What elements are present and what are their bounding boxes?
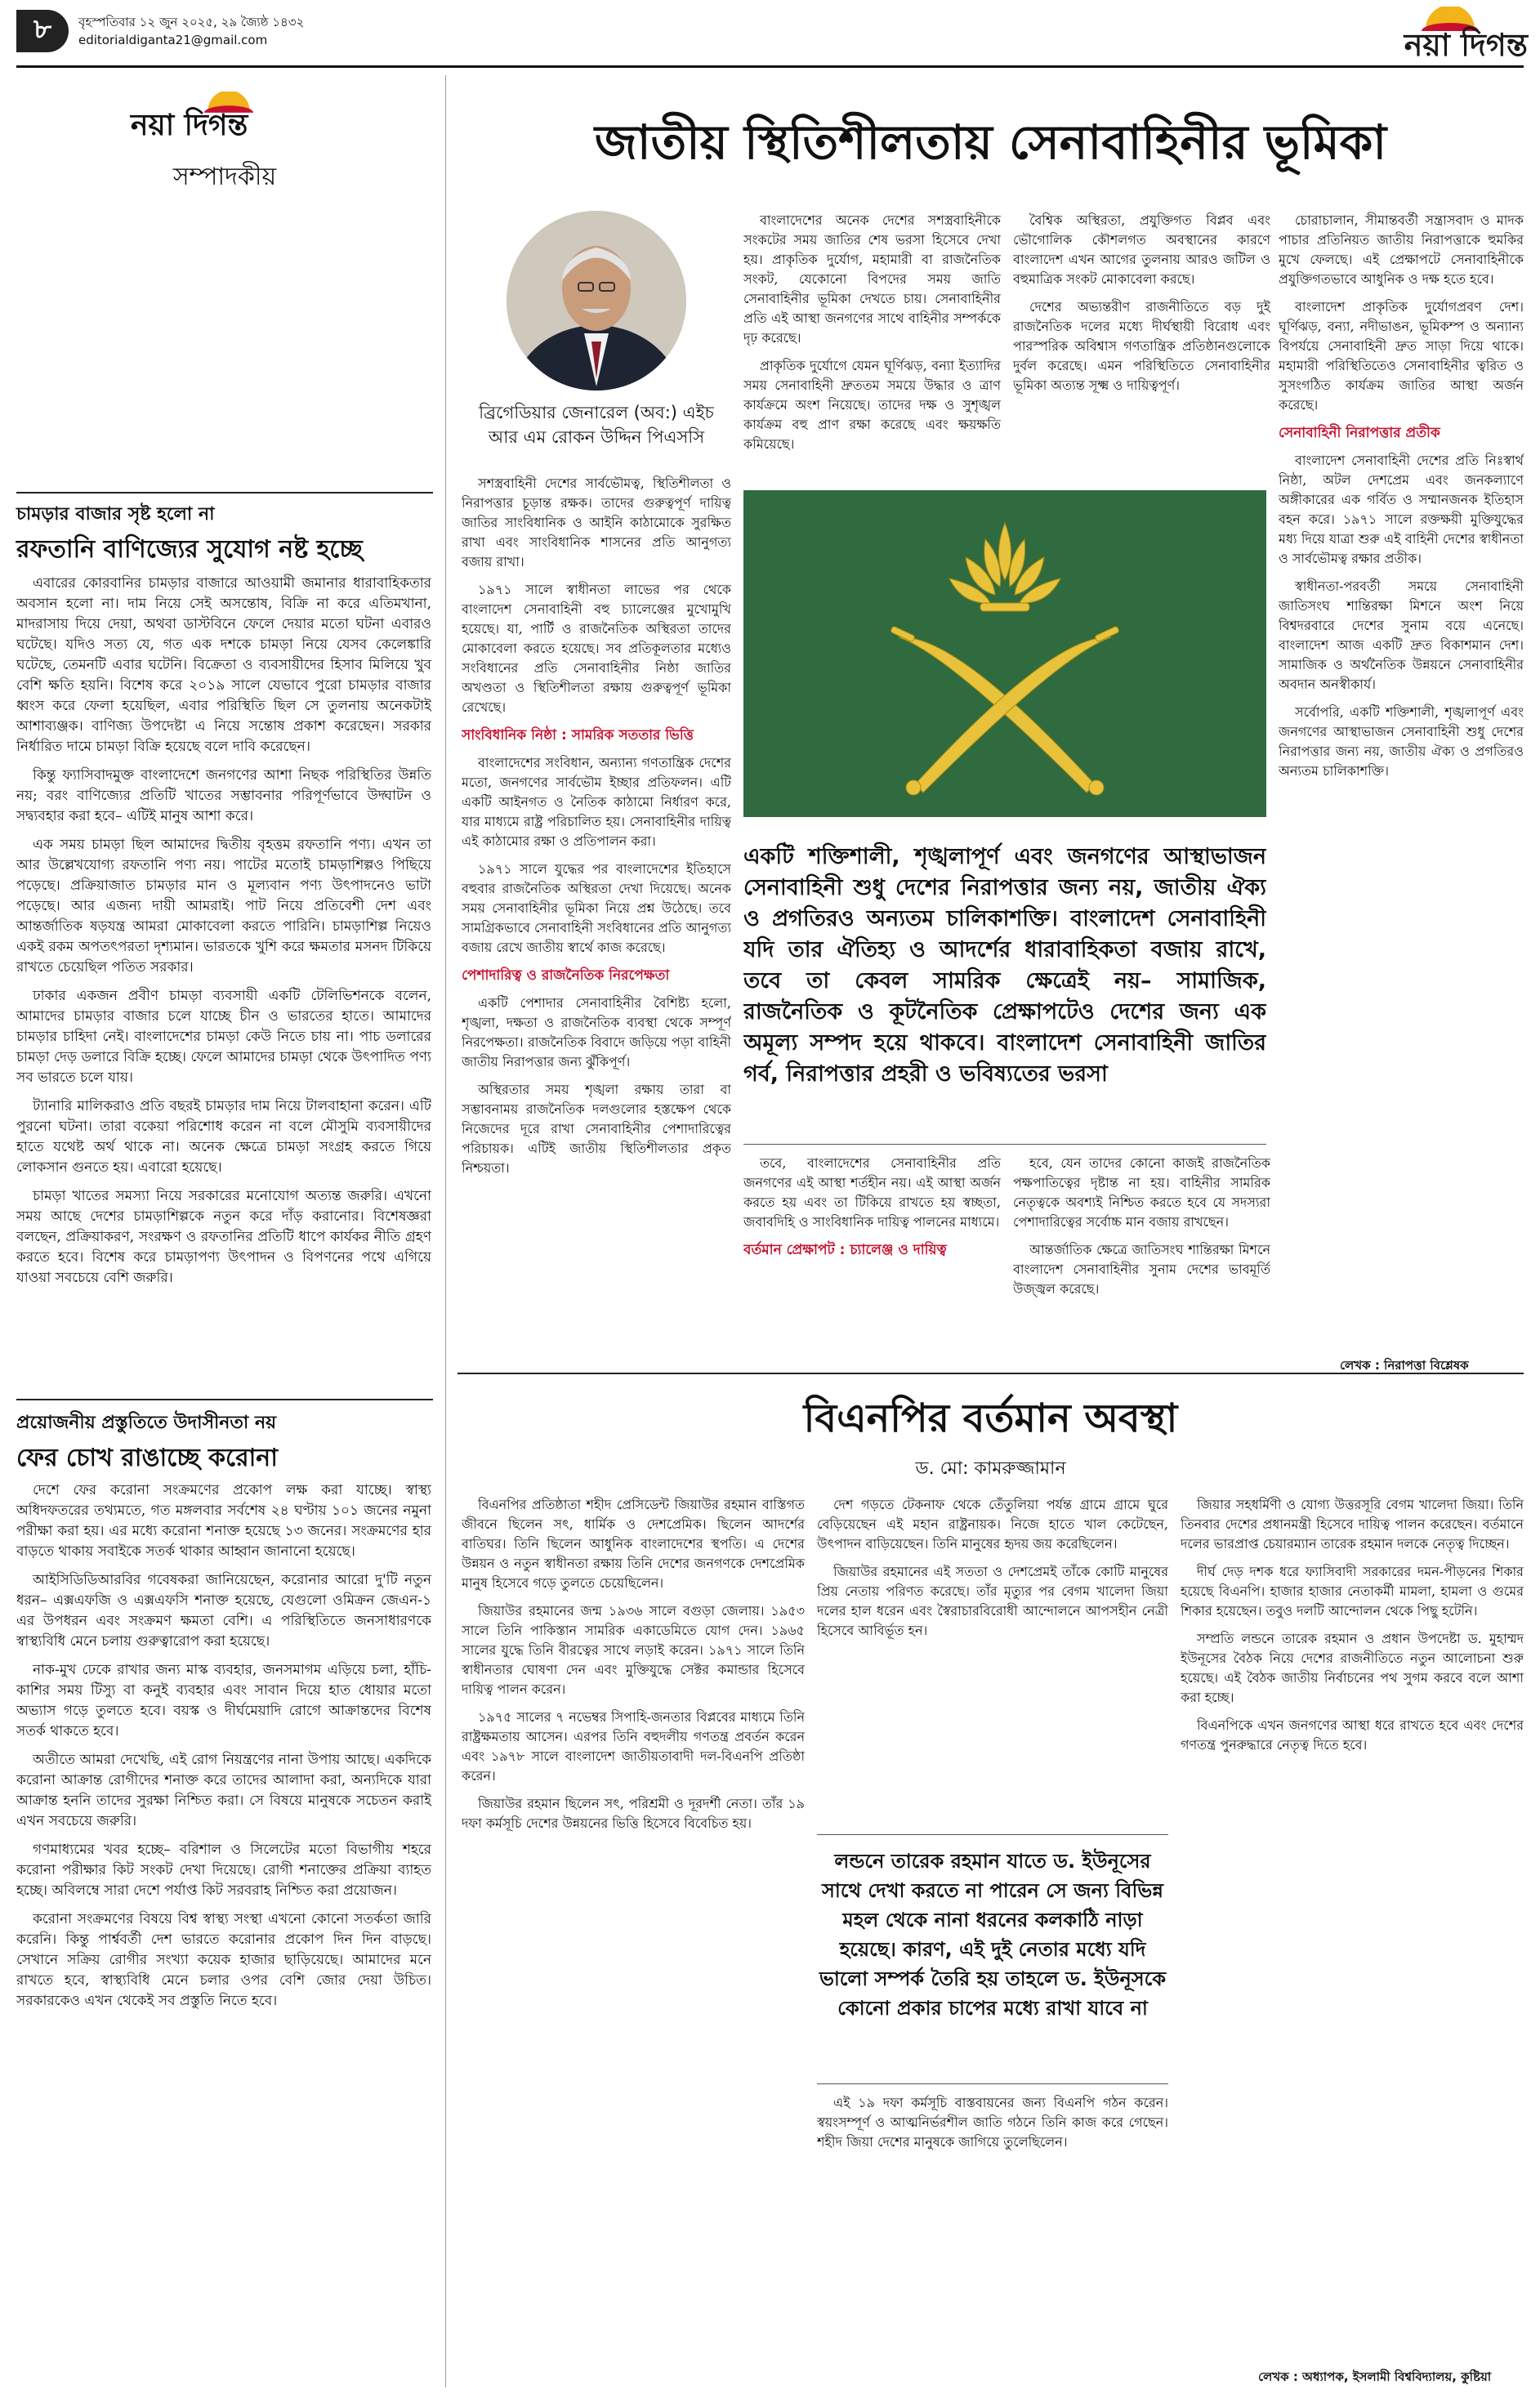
paragraph: দেশ গড়তে টেকনাফ থেকে তেঁতুলিয়া পর্যন্ত গ্রামে গ্রামে ঘুরে বেড়িয়েছেন এই মহান রাষ্ট্রনায়ক। নিজে হাতে খাল কেটেছেন, উৎপাদন বাড়িয়েছেন। তিনি মানুষের হৃদয় জয় করেছিলেন।: [817, 1497, 1168, 1552]
paragraph: বাংলাদেশের অনেক দেশের সশস্ত্রবাহিনীকে সংকটের সময় জাতির শেষ ভরসা হিসেবে দেখা হয়। প্রাকৃতিক দুর্যোগ, মহামারী বা রাজনৈতিক সংকট, যেকোনো বিপদের সময় জাতি সেনাবাহিনীর ভূমিকা দেখতে চায়। সেনাবাহিনীর প্রতি এই আস্থা জনগণের সাথে বাহিনীর সম্পর্ককে দৃঢ় করেছে।: [743, 212, 1001, 346]
subheading: বর্তমান প্রেক্ষাপট : চ্যালেঞ্জ ও দায়িত্ব: [743, 1242, 947, 1258]
paragraph: বিএনপিকে এখন জনগণের আস্থা ধরে রাখতে হবে এবং দেশের গণতন্ত্র পুনরুদ্ধারে নেতৃত্ব দিতে হবে।: [1181, 1717, 1524, 1753]
feature-lower-col-2: [1013, 1154, 1270, 1366]
paragraph: অস্থিরতার সময় শৃঙ্খলা রক্ষায় তারা বা সম্ভাবনাময় রাজনৈতিক দলগুলোর হস্তক্ষেপ থেকে নিজেদের দূরে রাখা সেনাবাহিনীর পেশাদারিত্বের পরিচায়ক। এটিই জাতীয় স্থিতিশীলতার প্রকৃত নিশ্চয়তা।: [462, 1082, 731, 1176]
editorial-2-headline: ফের চোখ রাঙাচ্ছে করোনা: [16, 1444, 278, 1472]
editorial-1-kicker: চামড়ার বাজার সৃষ্ট হলো না: [16, 504, 215, 525]
paragraph: জিয়াউর রহমানের এই সততা ও দেশপ্রেমই তাঁকে কোটি মানুষের প্রিয় নেতায় পরিণত করেছে। তাঁর মৃত্যুর পর বেগম খালেদা জিয়া দলের হাল ধরেন এবং স্বৈরাচারবিরোধী আন্দোলনে আপসহীন নেত্রী হিসেবে আবির্ভূত হন।: [817, 1564, 1168, 1638]
paragraph: সশস্ত্রবাহিনী দেশের সার্বভৌমত্ব, স্থিতিশীলতা ও নিরাপত্তার চূড়ান্ত রক্ষক। তাদের গুরুত্বপূর্ণ দায়িত্ব জাতির সাংবিধানিক ও আইনি কাঠামোকে সুরক্ষিত রাখা এবং সাংবিধানিক শাসনের প্রতি আনুগত্য বজায় রাখা।: [462, 476, 731, 569]
feature-headline: জাতীয় স্থিতিশীলতায় সেনাবাহিনীর ভূমিকা: [594, 114, 1387, 170]
editorial-1-body: [16, 574, 431, 1391]
paragraph: এক সময় চামড়া ছিল আমাদের দ্বিতীয় বৃহত্তম রফতানি পণ্য। এখন তা আর উল্লেখযোগ্য রফতানি পণ্য নয়। পাটের মতোই চামড়াশিল্পও পিছিয়ে পড়েছে। প্রক্রিয়াজাত চামড়ার মান ও মূল্যবান পণ্য উৎপাদনেও ভাটা পড়েছে। আর এজন্য দায়ী আমরাই। পাট নিয়ে প্রতিবেশী দেশ এবং আন্তর্জাতিক ষড়যন্ত্র আমরা মোকাবেলা করতে পারিনি। চামড়াশিল্প নিয়েও একই রকম অপতৎপরতা দৃশ্যমান। ভারতকে খুশি করে ক্ষমতার মসনদ টিকিয়ে রাখতে চেয়েছিল পতিত সরকার।: [16, 837, 431, 976]
paragraph: সম্প্রতি লন্ডনে তারেক রহমান ও প্রধান উপদেষ্টা ড. মুহাম্মদ ইউনূসের বৈঠক নিয়ে দেশের রাজনীতিতে নতুন আলোচনা শুরু হয়েছে। এই বৈঠক জাতীয় নির্বাচনের পথ সুগম করবে বলে আশা করা হচ্ছে।: [1181, 1631, 1524, 1705]
paragraph: ১৯৭১ সালে স্বাধীনতা লাভের পর থেকে বাংলাদেশ সেনাবাহিনী বহু চ্যালেঞ্জের মুখোমুখি হয়েছে। যা, পার্টি ও রাজনৈতিক অস্থিরতা তাদের মোকাবেলা করতে হয়েছে। সব প্রতিকূলতার মধ্যেও সংবিধানের প্রতি সেনাবাহিনীর নিষ্ঠা জাতির অখণ্ডতা ও স্থিতিশীলতা রক্ষায় গুরুত্বপূর্ণ ভূমিকা রেখেছে।: [462, 582, 731, 715]
article-2-headline: বিএনপির বর্তমান অবস্থা: [803, 1395, 1178, 1441]
article-2-col-3: [1181, 1495, 1524, 2361]
feature-pullquote: একটি শক্তিশালী, শৃঙ্খলাপূর্ণ এবং জনগণের আস্থাভাজন সেনাবাহিনী শুধু দেশের নিরাপত্তার জন্য নয়, জাতীয় ঐক্য ও প্রগতিরও অন্যতম চালিকাশক্তি। বাংলাদেশ সেনাবাহিনী যদি তার ঐতিহ্য ও আদর্শের ধারাবাহিকতা বজায় রাখে, তবে তা কেবল সামরিক ক্ষেত্রেই নয়– সামাজিক, রাজনৈতিক ও কূটনৈতিক প্রেক্ষাপটেও দেশের জন্য এক অমূল্য সম্পদ হয়ে থাকবে। বাংলাদেশ সেনাবাহিনী জাতির গর্ব, নিরাপত্তার প্রহরী ও ভবিষ্যতের ভরসা: [743, 844, 1266, 1087]
feature-col-1: [462, 474, 731, 1356]
paragraph: গণমাধ্যমের খবর হচ্ছে– বরিশাল ও সিলেটের মতো বিভাগীয় শহরে করোনা পরীক্ষার কিট সংকট দেখা দিয়েছে। রোগী শনাক্তের প্রক্রিয়া ব্যাহত হচ্ছে। অবিলম্বে সারা দেশে পর্যাপ্ত কিট সরবরাহ নিশ্চিত করা প্রয়োজন।: [16, 1842, 431, 1899]
paragraph: অতীতে আমরা দেখেছি, এই রোগ নিয়ন্ত্রণের নানা উপায় আছে। একদিকে করোনা আক্রান্ত রোগীদের শনাক্ত করে তাদের আলাদা করা, অন্যদিকে যারা আক্রান্ত হননি তাদের সুরক্ষা নিশ্চিত করা। সে বিষয়ে মানুষকে সচেতন করাই এখন সবচেয়ে জরুরি।: [16, 1752, 431, 1829]
paragraph: আন্তর্জাতিক ক্ষেত্রে জাতিসংঘ শান্তিরক্ষা মিশনে বাংলাদেশ সেনাবাহিনীর সুনাম দেশের ভাবমূর্তি উজ্জ্বল করেছে।: [1013, 1242, 1270, 1297]
paragraph: হবে, যেন তাদের কোনো কাজই রাজনৈতিক পক্ষপাতিত্বের দৃষ্টান্ত না হয়। বাহিনীর সামরিক নেতৃত্বকে অবশ্যই নিশ্চিত করতে হবে যে সদস্যরা পেশাদারিত্বের সর্বোচ্চ মান বজায় রাখছেন।: [1013, 1155, 1270, 1230]
paragraph: আইসিডিডিআরবির গবেষকরা জানিয়েছেন, করোনার আরো দু'টি নতুন ধরন– এক্সএফজি ও এক্সএফসি শনাক্ত হয়েছে, যেগুলো ওমিক্রন জেএন-১ এর উপধরন এবং সংক্রমণ ক্ষমতা বেশি। এ পরিস্থিতিতে জনসাধারণকে স্বাস্থ্যবিধি মেনে চলায় গুরুত্বারোপ করা হয়েছে।: [16, 1572, 431, 1650]
article-2-col-1: [462, 1495, 805, 2386]
paragraph: একটি পেশাদার সেনাবাহিনীর বৈশিষ্ট্য হলো, শৃঙ্খলা, দক্ষতা ও রাজনৈতিক ব্যবস্থা থেকে সম্পূর্ণ নিরপেক্ষতা। রাজনৈতিক বিবাদে জড়িয়ে পড়া বাহিনী জাতীয় নিরাপত্তার জন্য ঝুঁকিপূর্ণ।: [462, 995, 731, 1069]
paragraph: ১৯৭৫ সালের ৭ নভেম্বর সিপাহি-জনতার বিপ্লবের মাধ্যমে তিনি রাষ্ট্রক্ষমতায় আসেন। এরপর তিনি বহুদলীয় গণতন্ত্র প্রবর্তন করেন এবং ১৯৭৮ সালে বাংলাদেশ জাতীয়তাবাদী দল-বিএনপি প্রতিষ্ঠা করেন।: [462, 1709, 805, 1784]
article-2-col-2: [817, 1495, 1168, 1822]
paragraph: চামড়া খাতের সমস্যা নিয়ে সরকারের মনোযোগ অত্যন্ত জরুরি। এখনো সময় আছে দেশের চামড়াশিল্পকে নতুন করে দাঁড় করানোর। বিশেষজ্ঞরা বলছেন, প্রক্রিয়াকরণ, সংরক্ষণ ও রফতানির প্রতিটি ধাপে কার্যকর নীতি গ্রহণ করতে হবে। বিশেষ করে চামড়াপণ্য উৎপাদন ও বিপণনের পথে এগিয়ে যাওয়া সবচেয়ে বেশি জরুরি।: [16, 1188, 431, 1286]
paragraph: এই ১৯ দফা কর্মসূচি বাস্তবায়নের জন্য বিএনপি গঠন করেন। স্বয়ংসম্পূর্ণ ও আত্মনির্ভরশীল জাতি গঠনে তিনি কাজ করে গেছেন। শহীদ জিয়া দেশের মানুষকে জাগিয়ে তুলেছিলেন।: [817, 2095, 1168, 2150]
paragraph: বাংলাদেশ সেনাবাহিনী দেশের প্রতি নিঃস্বার্থ নিষ্ঠা, অটল দেশপ্রেম এবং জনকল্যাণে অঙ্গীকারের এক গর্বিত ও সম্মানজনক ইতিহাস বহন করে। ১৯৭১ সালে রক্তক্ষয়ী মুক্তিযুদ্ধের মধ্য দিয়ে যাত্রা শুরু এই বাহিনী দেশের স্বাধীনতা ও সার্বভৌমত্ব রক্ষার প্রতীক।: [1279, 453, 1524, 566]
paragraph: বাংলাদেশ প্রাকৃতিক দুর্যোগপ্রবণ দেশ। ঘূর্ণিঝড়, বন্যা, নদীভাঙন, ভূমিকম্প ও অন্যান্য বিপর্যয়ে সেনাবাহিনী দ্রুত সাড়া দিয়ে থাকে। মহামারী পরিস্থিতিতেও সেনাবাহিনীর ত্বরিত ও সুসংগঠিত কার্যক্রম জাতির আস্থা অর্জন করেছে।: [1279, 299, 1524, 413]
subheading: সেনাবাহিনী নিরাপত্তার প্রতীক: [1279, 425, 1440, 441]
article-2-author: ড. মো: কামরুজ্জামান: [915, 1458, 1066, 1479]
feature-col-2: [743, 211, 1001, 480]
feature-col-4: [1279, 211, 1524, 1355]
paragraph: তবে, বাংলাদেশের সেনাবাহিনীর প্রতি জনগণের এই আস্থা শর্তহীন নয়। এই আস্থা অর্জন করতে হয় এবং তা টিকিয়ে রাখতে হয় স্বচ্ছতা, জবাবদিহি ও সাংবিধানিক দায়িত্ব পালনের মাধ্যমে।: [743, 1155, 1001, 1230]
page-number-badge: [16, 10, 69, 52]
paragraph: ঢাকার একজন প্রবীণ চামড়া ব্যবসায়ী একটি টেলিভিশনকে বলেন, আমাদের চামড়ার বাজার চলে যাচ্ছে চীন ও ভারতের হাতে। আমাদের চামড়ার চাহিদা নেই। বাংলাদেশের চামড়া কেউ নিতে চায় না। পাচ ডলারের চামড়া দেড় ডলারে বিক্রি হচ্ছে। ফেলে আমাদের চামড়া থেকে উৎপাদিত পণ্য সব ভারতে চলে যায়।: [16, 988, 431, 1086]
paragraph: করোনা সংক্রমণের বিষয়ে বিশ্ব স্বাস্থ্য সংস্থা এখনো কোনো সতর্কতা জারি করেনি। কিন্তু পার্শ্ববর্তী দেশ ভারতে করোনার প্রকোপ দিন দিন বাড়ছে। সেখানে সক্রিয় রোগীর সংখ্যা কয়েক হাজার ছাড়িয়েছে। আমাদের মনে রাখতে হবে, স্বাস্থ্যবিধি মেনে চলার ওপর বেশি জোর দেয়া উচিত। সরকারকেও এখন থেকেই সব প্রস্তুতি নিতে হবে।: [16, 1911, 431, 2009]
editorial-box: [16, 75, 433, 493]
paragraph: দীর্ঘ দেড় দশক ধরে ফ্যাসিবাদী সরকারের দমন-পীড়নের শিকার হয়েছে বিএনপি। হাজার হাজার নেতাকর্মী মামলা, হামলা ও গুমের শিকার হয়েছেন। তবুও দলটি আন্দোলন থেকে পিছু হটেনি।: [1181, 1564, 1524, 1619]
editorial-title: সম্পাদকীয়: [172, 163, 277, 191]
editorial-logo: [123, 92, 327, 141]
paragraph: ট্যানারি মালিকরাও প্রতি বছরই চামড়ার দাম নিয়ে টালবাহানা করেন। এটি পুরনো ঘটনা। তারা বকেয়া পরিশোধ করেন না বলে মৌসুমি ব্যবসায়ীদের হাতে যথেষ্ট অর্থ থাকে না। অনেক ক্ষেত্রে চামড়া সংগ্রহ করতে গিয়ে লোকসান গুনতে হয়। এবারো হয়েছে।: [16, 1098, 431, 1176]
editorial-2-body: [16, 1480, 431, 2387]
bangladesh-army-emblem: [743, 490, 1266, 817]
editorial-2-kicker: প্রয়োজনীয় প্রস্তুতিতে উদাসীনতা নয়: [16, 1413, 277, 1433]
paragraph: জিয়ার সহধর্মিণী ও যোগ্য উত্তরসূরি বেগম খালেদা জিয়া। তিনি তিনবার দেশের প্রধানমন্ত্রী হিসেবে দায়িত্ব পালন করেছেন। বর্তমানে দলের ভারপ্রাপ্ত চেয়ারম্যান তারেক রহমান দলকে নেতৃত্ব দিচ্ছেন।: [1181, 1497, 1524, 1552]
page-number: ৮: [33, 12, 52, 46]
paragraph: ১৯৭১ সালে যুদ্ধের পর বাংলাদেশের ইতিহাসে বহুবার রাজনৈতিক অস্থিরতা দেখা দিয়েছে। অনেক সময় সেনাবাহিনীর ভূমিকা নিয়ে প্রশ্ন উঠেছে। তবে সামগ্রিকভাবে সেনাবাহিনী সংবিধানের প্রতি আনুগত্য বজায় রেখে জাতীয় স্বার্থে কাজ করেছে।: [462, 861, 731, 955]
feature-author-note: লেখক : নিরাপত্তা বিশ্লেষক: [1340, 1358, 1469, 1373]
paragraph: দেশে ফের করোনা সংক্রমণের প্রকোপ লক্ষ করা যাচ্ছে। স্বাস্থ্য অধিদফতরের তথ্যমতে, গত মঙ্গলবার সর্বশেষ ২৪ ঘণ্টায় ১০১ জনের নমুনা পরীক্ষা করা হয়। এর মধ্যে করোনা শনাক্ত হয়েছে ১৩ জনের। সংক্রমণের হার বাড়তে থাকায় সবাইকে সতর্ক থাকার আহ্বান জানানো হয়েছে।: [16, 1482, 431, 1560]
paragraph: এবারের কোরবানির চামড়ার বাজারে আওয়ামী জমানার ধারাবাহিকতার অবসান হলো না। দাম নিয়ে সেই অসন্তোষ, বিক্রি না করে এতিমখানা, মাদরাসায় দিয়ে দেয়া, অথবা ডাস্টবিনে ফেলে দেয়ার মতো ঘটনা এবারও ঘটেছে। যদিও সত্য যে, গত এক দশকে চামড়া নিয়ে যেসব কেলেঙ্কারি ঘটেছে, তেমনটি এবার ঘটেনি। বিক্রেতা ও ব্যবসায়ীদের হিসাব মিলিয়ে খুব বেশি ক্ষতি হয়নি। বিশেষ করে ২০১৯ সালে যেভাবে পুরো চামড়ার বাজার ধ্বংস করে ফেলা হয়েছিল, এবার পরিস্থিতি ছিল সে তুলনায় অনেকটাই আশাব্যঞ্জক। বাণিজ্য উপদেষ্টা এ নিয়ে সন্তোষ প্রকাশ করেছেন। সরকার নির্ধারিত দামে চামড়া বিক্রি হয়েছে বলে দাবি করেছেন।: [16, 575, 431, 755]
paragraph: বৈশ্বিক অস্থিরতা, প্রযুক্তিগত বিপ্লব এবং ভৌগোলিক কৌশলগত অবস্থানের কারণে বাংলাদেশ এখন আগের তুলনায় আরও জটিল ও বহুমাত্রিক সংকট মোকাবেলা করছে।: [1013, 212, 1270, 287]
feature-col-3: [1013, 211, 1270, 480]
subheading: সাংবিধানিক নিষ্ঠা : সামরিক সততার ভিত্তি: [462, 727, 694, 744]
header-logo: [1324, 7, 1528, 63]
paragraph: দেশের অভ্যন্তরীণ রাজনীতিতে বড় দুই রাজনৈতিক দলের মধ্যে দীর্ঘস্থায়ী বিরোধ এবং পারস্পরিক অবিশ্বাস গণতান্ত্রিক প্রতিষ্ঠানগুলোকে দুর্বল করেছে। এমন পরিস্থিতিতে সেনাবাহিনীর ভূমিকা অত্যন্ত সূক্ষ্ম ও দায়িত্বপূর্ণ।: [1013, 299, 1270, 393]
feature-lower-col-1: [743, 1154, 1001, 1366]
article-2-col-2b: [817, 2093, 1168, 2387]
editorial-logo-text: নয়া দিগন্ত: [131, 109, 248, 142]
paragraph: জিয়াউর রহমানের জন্ম ১৯৩৬ সালে বগুড়া জেলায়। ১৯৫৩ সালে তিনি পাকিস্তান সামরিক একাডেমিতে যোগ দেন। ১৯৬৫ সালের যুদ্ধে তিনি বীরত্বের সাথে লড়াই করেন। ১৯৭১ সালে তিনি স্বাধীনতার ঘোষণা দেন এবং মুক্তিযুদ্ধে সেক্টর কমান্ডার হিসেবে দায়িত্ব পালন করেন।: [462, 1603, 805, 1697]
editorial-1-headline: রফতানি বাণিজ্যের সুযোগ নষ্ট হচ্ছে: [16, 535, 363, 564]
paragraph: জিয়াউর রহমান ছিলেন সৎ, পরিশ্রমী ও দূরদর্শী নেতা। তাঁর ১৯ দফা কর্মসূচি দেশের উন্নয়নের ভিত্তি হিসেবে বিবেচিত হয়।: [462, 1796, 805, 1831]
author-photo: [507, 211, 686, 391]
paragraph: প্রাকৃতিক দুর্যোগে যেমন ঘূর্ণিঝড়, বন্যা ইত্যাদির সময় সেনাবাহিনী দ্রুততম সময়ে উদ্ধার ও ত্রাণ কার্যক্রমে অংশ নিয়েছে। তাদের দক্ষ ও সুশৃঙ্খল কার্যক্রম বহু প্রাণ রক্ষা করেছে এবং ক্ষয়ক্ষতি কমিয়েছে।: [743, 358, 1001, 452]
subheading: পেশাদারিত্ব ও রাজনৈতিক নিরপেক্ষতা: [462, 967, 670, 984]
paragraph: বিএনপির প্রতিষ্ঠাতা শহীদ প্রেসিডেন্ট জিয়াউর রহমান বাস্তিগত জীবনে ছিলেন সৎ, ধার্মিক ও দেশপ্রেমিক। ছিলেন আদর্শের বাতিঘর। তিনি ছিলেন আধুনিক বাংলাদেশের স্থপতি। এ দেশের উন্নয়ন ও নতুন স্বাধীনতা রক্ষায় তিনি দেশের জনগণকে দেশপ্রেমিক মানুষ হিসেবে গড়ে তুলতে চেয়েছিলেন।: [462, 1497, 805, 1591]
paragraph: স্বাধীনতা-পরবর্তী সময়ে সেনাবাহিনী জাতিসংঘ শান্তিরক্ষা মিশনে অংশ নিয়ে বিশ্বদরবারে দেশের সুনাম বয়ে এনেছে। বাংলাদেশ আজ একটি দ্রুত বিকাশমান দেশ। সামাজিক ও অর্থনৈতিক উন্নয়নে সেনাবাহিনীর অবদান অনস্বীকার্য।: [1279, 578, 1524, 692]
paragraph: কিন্তু ফ্যাসিবাদমুক্ত বাংলাদেশে জনগণের আশা নিছক পরিস্থিতির উন্নতি নয়; বরং বাণিজ্যের প্রতিটি খাতের সম্ভাবনার পরিপূর্ণভাবে উদ্ঘাটন ও সদ্ব্যবহার করা হবে– এটিই মানুষ আশা করে।: [16, 767, 431, 824]
header-date: বৃহস্পতিবার ১২ জুন ২০২৫, ২৯ জ্যৈষ্ঠ ১৪৩২: [78, 15, 305, 29]
article-2-pullquote: লন্ডনে তারেক রহমান যাতে ড. ইউনূসের সাথে দেখা করতে না পারেন সে জন্য বিভিন্ন মহল থেকে নানা ধরনের কলকাঠি নাড়া হয়েছে। কারণ, এই দুই নেতার মধ্যে যদি ভালো সম্পর্ক তৈরি হয় তাহলে ড. ইউনূসকে কোনো প্রকার চাপের মধ্যে রাখা যাবে না: [819, 1850, 1167, 2020]
article-2-author-note: লেখক : অধ্যাপক, ইসলামী বিশ্ববিদ্যালয়, কুষ্টিয়া: [1258, 2369, 1492, 2384]
paragraph: সর্বোপরি, একটি শক্তিশালী, শৃঙ্খলাপূর্ণ এবং জনগণের আস্থাভাজন সেনাবাহিনী শুধু দেশের নিরাপত্তার জন্য নয়, জাতীয় ঐক্য ও প্রগতিরও অন্যতম চালিকাশক্তি।: [1279, 704, 1524, 779]
paragraph: চোরাচালান, সীমান্তবর্তী সন্ত্রাসবাদ ও মাদক পাচার প্রতিনিয়ত জাতীয় নিরাপত্তাকে হুমকির মুখে ফেলছে। এই প্রেক্ষাপটে সেনাবাহিনীকে প্রযুক্তিগতভাবে আধুনিক ও দক্ষ হতে হবে।: [1279, 212, 1524, 287]
header-logo-text: নয়া দিগন্ত: [1404, 27, 1528, 63]
feature-author: ব্রিগেডিয়ার জেনারেল (অব:) এইচ আর এম রোকন উদ্দিন পিএসসি: [479, 403, 714, 447]
paragraph: বাংলাদেশের সংবিধান, অন্যান্য গণতান্ত্রিক দেশের মতো, জনগণের সার্বভৌম ইচ্ছার প্রতিফলন। এটি একটি আইনগত ও নৈতিক কাঠামো নির্ধারণ করে, যার মাধ্যমে রাষ্ট্র পরিচালিত হয়। সেনাবাহিনীর দায়িত্ব এই কাঠামোর রক্ষা ও প্রতিপালন করা।: [462, 755, 731, 849]
header-email[interactable]: editorialdiganta21@gmail.com: [78, 33, 268, 47]
paragraph: নাক-মুখ ঢেকে রাখার জন্য মাস্ক ব্যবহার, জনসমাগম এড়িয়ে চলা, হাঁচি-কাশির সময় টিস্যু বা কনুই ব্যবহার এবং সাবান দিয়ে হাত ধোয়ার মতো অভ্যাস গড়ে তুলতে হবে। বয়স্ক ও দীর্ঘমেয়াদি রোগে আক্রান্তদের বিশেষ সতর্ক থাকতে হবে।: [16, 1662, 431, 1739]
